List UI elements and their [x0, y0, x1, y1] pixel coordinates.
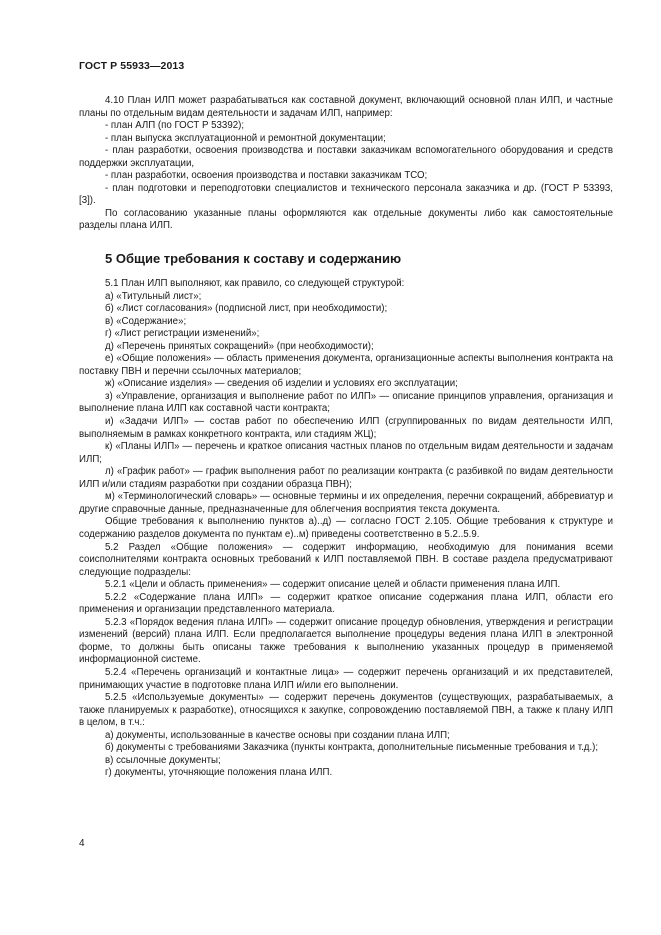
paragraph-5-2-3: 5.2.3 «Порядок ведения плана ИЛП» — содержит описание процедур обновления, утверждения и регистрации изменений (версий) плана ИЛП. Если предполагается выполнение процедуры ведения плана ИЛП в электронной форме, то должны быть описаны также требования к выполнению указанных процедур в применяемой информационной системе.: [79, 616, 613, 666]
page-number: 4: [79, 838, 85, 849]
list-item: г) документы, уточняющие положения плана ИЛП.: [105, 767, 333, 779]
list-item: б) документы с требованиями Заказчика (пункты контракта, дополнительные письменные требования и т.д.);: [105, 742, 599, 754]
paragraph: По согласованию указанные планы оформляются как отдельные документы либо как самостоятельные разделы плана ИЛП.: [79, 207, 613, 232]
list-item: в) «Содержание»;: [105, 315, 187, 327]
list-item: и) «Задачи ИЛП» — состав работ по обеспечению ИЛП (сгруппированных по видам деятельности ИЛП, выполняемым в рамках конкретного контракта, или стадиям ЖЦ);: [79, 416, 613, 440]
paragraph-5-2-4: 5.2.4 «Перечень организаций и контактные лица» — содержит перечень организаций и их представителей, принимающих участие в подготовке плана ИЛП и/или его выполнении.: [79, 666, 613, 691]
list-item: г) «Лист регистрации изменений»;: [105, 328, 260, 340]
list-item: л) «График работ» — график выполнения работ по реализации контракта (с разбивкой по видам деятельности ИЛП и/или стадиям разработки при создании образца ПВН);: [79, 466, 613, 490]
section-5-heading: 5 Общие требования к составу и содержанию: [105, 251, 402, 267]
standard-designation: ГОСТ Р 55933—2013: [79, 60, 185, 72]
list-item: е) «Общие положения» — область применения документа, организационные аспекты выполнения контракта на поставку ПВН и перечни ссылочных материалов;: [79, 353, 613, 377]
list-item: а) документы, использованные в качестве основы при создании плана ИЛП;: [105, 729, 450, 741]
paragraph-5-1: 5.1 План ИЛП выполняют, как правило, со следующей структурой:: [105, 278, 405, 290]
list-item: - план выпуска эксплуатационной и ремонтной документации;: [105, 132, 386, 144]
list-item: - план АЛП (по ГОСТ Р 53392);: [105, 120, 245, 132]
list-item: - план разработки, освоения производства и поставки заказчикам ТСО;: [105, 170, 428, 182]
paragraph-5-2-5: 5.2.5 «Используемые документы» — содержит перечень документов (существующих, разрабатываемых, а также планируемых к разработке), относящихся к закупке, сопровождению поставляемой ПВН, а также к плану ИЛП в целом, в т.ч.:: [79, 692, 613, 729]
list-item: ж) «Описание изделия» — сведения об изделии и условиях его эксплуатации;: [105, 378, 458, 390]
paragraph-5-2-1: 5.2.1 «Цели и область применения» — содержит описание целей и области применения плана ИЛП.: [105, 579, 561, 591]
list-item: б) «Лист согласования» (подписной лист, при необходимости);: [105, 303, 388, 315]
list-item: д) «Перечень принятых сокращений» (при необходимости);: [105, 340, 374, 352]
list-item: в) ссылочные документы;: [105, 754, 221, 766]
list-item: з) «Управление, организация и выполнение работ по ИЛП» — описание принципов управления, организация и выполнение плана ИЛП как составной части контракта;: [79, 390, 613, 415]
list-item: к) «Планы ИЛП» — перечень и краткое описания частных планов по отдельным видам деятельности и задачам ИЛП;: [79, 441, 613, 465]
list-item: м) «Терминологический словарь» — основные термины и их определения, перечни сокращений, аббревиатур и другие справочные данные, предназначенные для облегчения восприятия текста документа.: [79, 491, 613, 515]
paragraph: Общие требования к выполнению пунктов а)..д) — согласно ГОСТ 2.105. Общие требования к структуре и содержанию разделов документа по пунктам е)..м) приведены соответственно в 5.2..5.9.: [79, 516, 613, 540]
list-item: - план разработки, освоения производства и поставки заказчикам вспомогательного оборудования и средств поддержки эксплуатации,: [79, 145, 613, 169]
document-body: [79, 95, 613, 780]
list-item: а) «Титульный лист»;: [105, 290, 202, 302]
list-item: - план подготовки и переподготовки специалистов и технического персонала заказчика и др. (ГОСТ Р 53393, [3]).: [79, 182, 613, 207]
paragraph-4-10: 4.10 План ИЛП может разрабатываться как составной документ, включающий основной план ИЛП, и частные планы по отдельным видам деятельности и задачам ИЛП, например:: [79, 95, 613, 119]
paragraph-5-2: 5.2 Раздел «Общие положения» — содержит информацию, необходимую для понимания всеми соисполнителями контракта основных требований к ИЛП поставляемой ПВН. В составе раздела предусматривают следующие подразделы:: [79, 541, 613, 578]
paragraph-5-2-2: 5.2.2 «Содержание плана ИЛП» — содержит краткое описание содержания плана ИЛП, области его применения и организации представленного материала.: [79, 591, 613, 616]
